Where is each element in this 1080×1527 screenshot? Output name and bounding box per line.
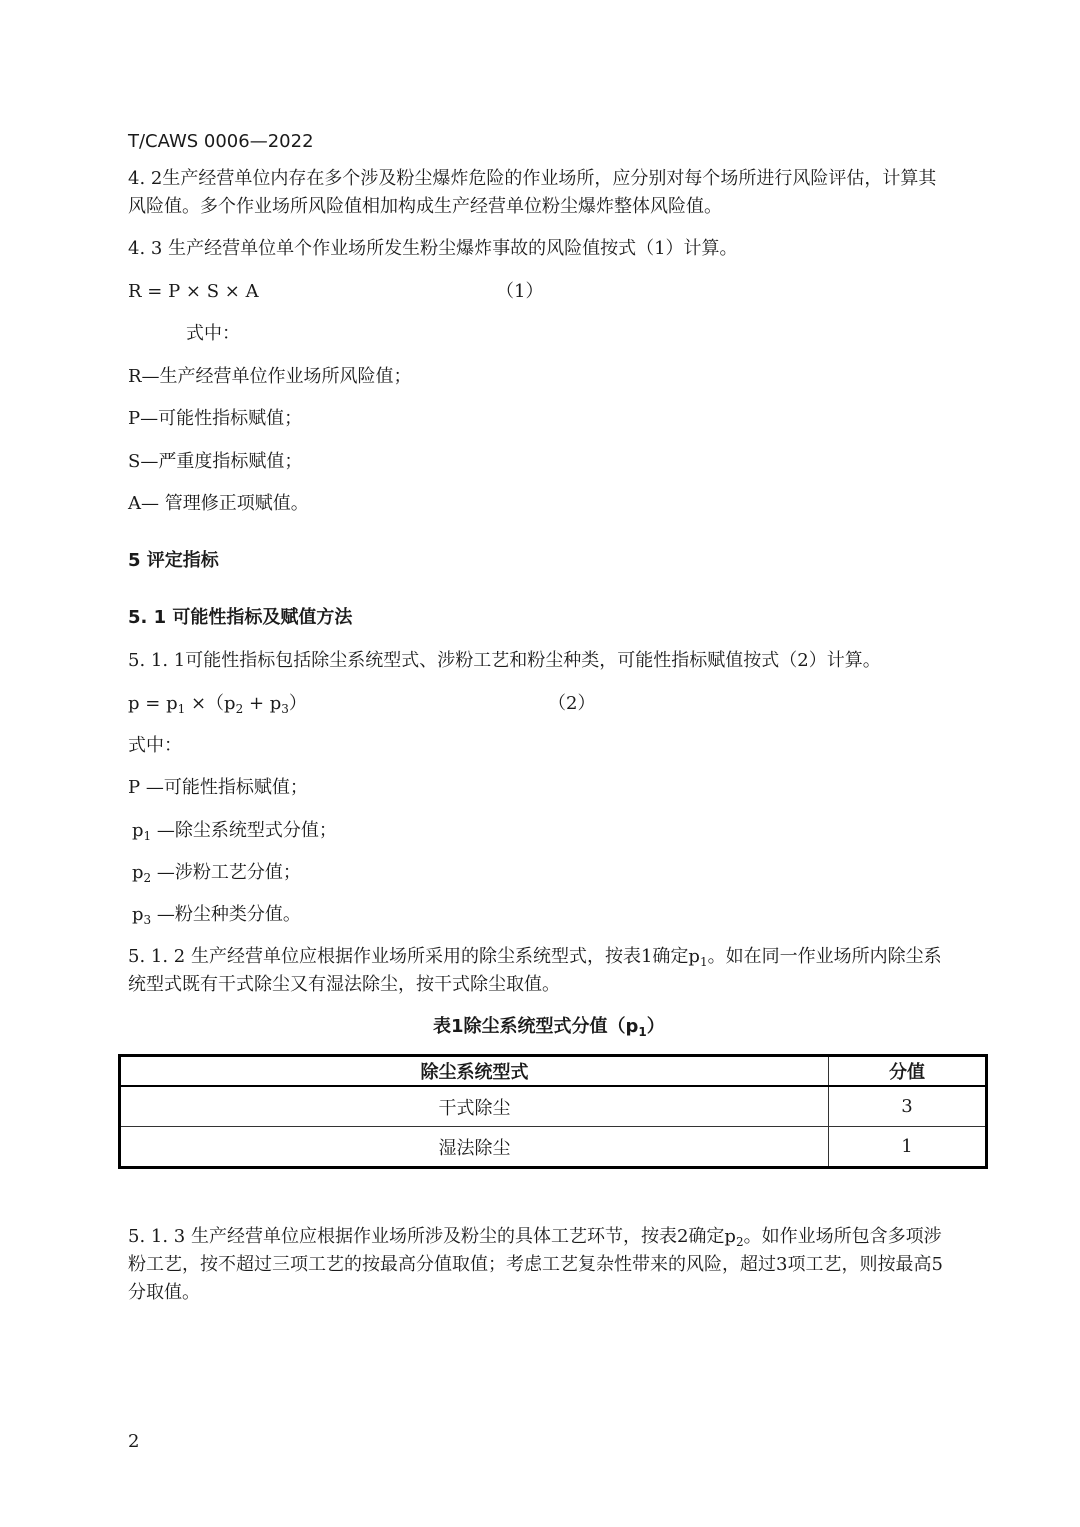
formula-2-def-p1: $p_1$ —除尘系统型式分值；: [132, 820, 337, 843]
formula-1-def-R: R—生产经营单位作业场所风险值；: [128, 366, 412, 387]
table-row: [120, 1127, 987, 1168]
formula-1-def-A: A— 管理修正项赋值。: [128, 493, 309, 514]
sec-4-2-line2: 风险值。多个作业场所风险值相加构成生产经营单位粉尘爆炸整体风险值。: [128, 196, 722, 217]
sec-5-1-1-text: 5. 1. 1可能性指标包括除尘系统型式、涉粉工艺和粉尘种类，可能性指标赋值按式（2）计算。: [128, 650, 881, 671]
formula-1-where: 式中：: [186, 323, 240, 344]
formula-1-def-P: P—可能性指标赋值；: [128, 408, 303, 429]
table-header-row: [120, 1056, 987, 1087]
section-5-1-heading: 5. 1 可能性指标及赋值方法: [128, 607, 353, 628]
sec-5-1-3-line3: 分取值。: [128, 1282, 200, 1303]
table-header-cell: 除尘系统型式: [120, 1056, 829, 1087]
sec-5-1-3-line2: 粉工艺，按不超过三项工艺的按最高分值取值；考虑工艺复杂性带来的风险，超过3项工艺，则按最高5: [128, 1254, 943, 1275]
formula-2-number: （2）: [548, 693, 596, 714]
sec-5-1-2-line2: 统型式既有干式除尘又有湿法除尘，按干式除尘取值。: [128, 974, 560, 995]
sec-5-1-3-line1: 5. 1. 3 生产经营单位应根据作业场所涉及粉尘的具体工艺环节，按表2确定$p_2$。如作业场所包含多项涉: [128, 1226, 942, 1249]
section-5-heading: 5 评定指标: [128, 550, 219, 571]
table-cell: 3: [829, 1086, 987, 1127]
formula-2-def-p3: $p_3$ —粉尘种类分值。: [132, 904, 301, 927]
formula-1-number: （1）: [496, 281, 544, 302]
page-number: 2: [128, 1431, 140, 1452]
table-row: [120, 1086, 987, 1127]
table-1-caption: 表1除尘系统型式分值$(p_1)$: [433, 1016, 665, 1039]
formula-2-where: 式中：: [128, 735, 182, 756]
formula-1-expression: R = P × S × A: [128, 281, 259, 302]
sec-4-3-text: 4. 3 生产经营单位单个作业场所发生粉尘爆炸事故的风险值按式（1）计算。: [128, 238, 738, 259]
formula-2-expression: $p = p_1 \times(p_2 + p_3)$: [128, 693, 307, 716]
formula-2-def-p2: $p_2$ —涉粉工艺分值；: [132, 862, 301, 885]
sec-4-2-line1: 4. 2生产经营单位内存在多个涉及粉尘爆炸危险的作业场所，应分别对每个场所进行风险评估，计算其: [128, 168, 937, 189]
table-cell: 湿法除尘: [120, 1127, 829, 1168]
table-header-cell: 分值: [829, 1056, 987, 1087]
table-cell: 干式除尘: [120, 1086, 829, 1127]
sec-5-1-2-line1: 5. 1. 2 生产经营单位应根据作业场所采用的除尘系统型式，按表1确定$p_1$。如在同一作业场所内除尘系: [128, 946, 942, 969]
formula-2-def-P: P —可能性指标赋值；: [128, 777, 308, 798]
table-cell: 1: [829, 1127, 987, 1168]
formula-1-def-S: S—严重度指标赋值；: [128, 451, 303, 472]
table-1: [118, 1054, 988, 1169]
document-code: T/CAWS 0006—2022: [128, 131, 314, 152]
